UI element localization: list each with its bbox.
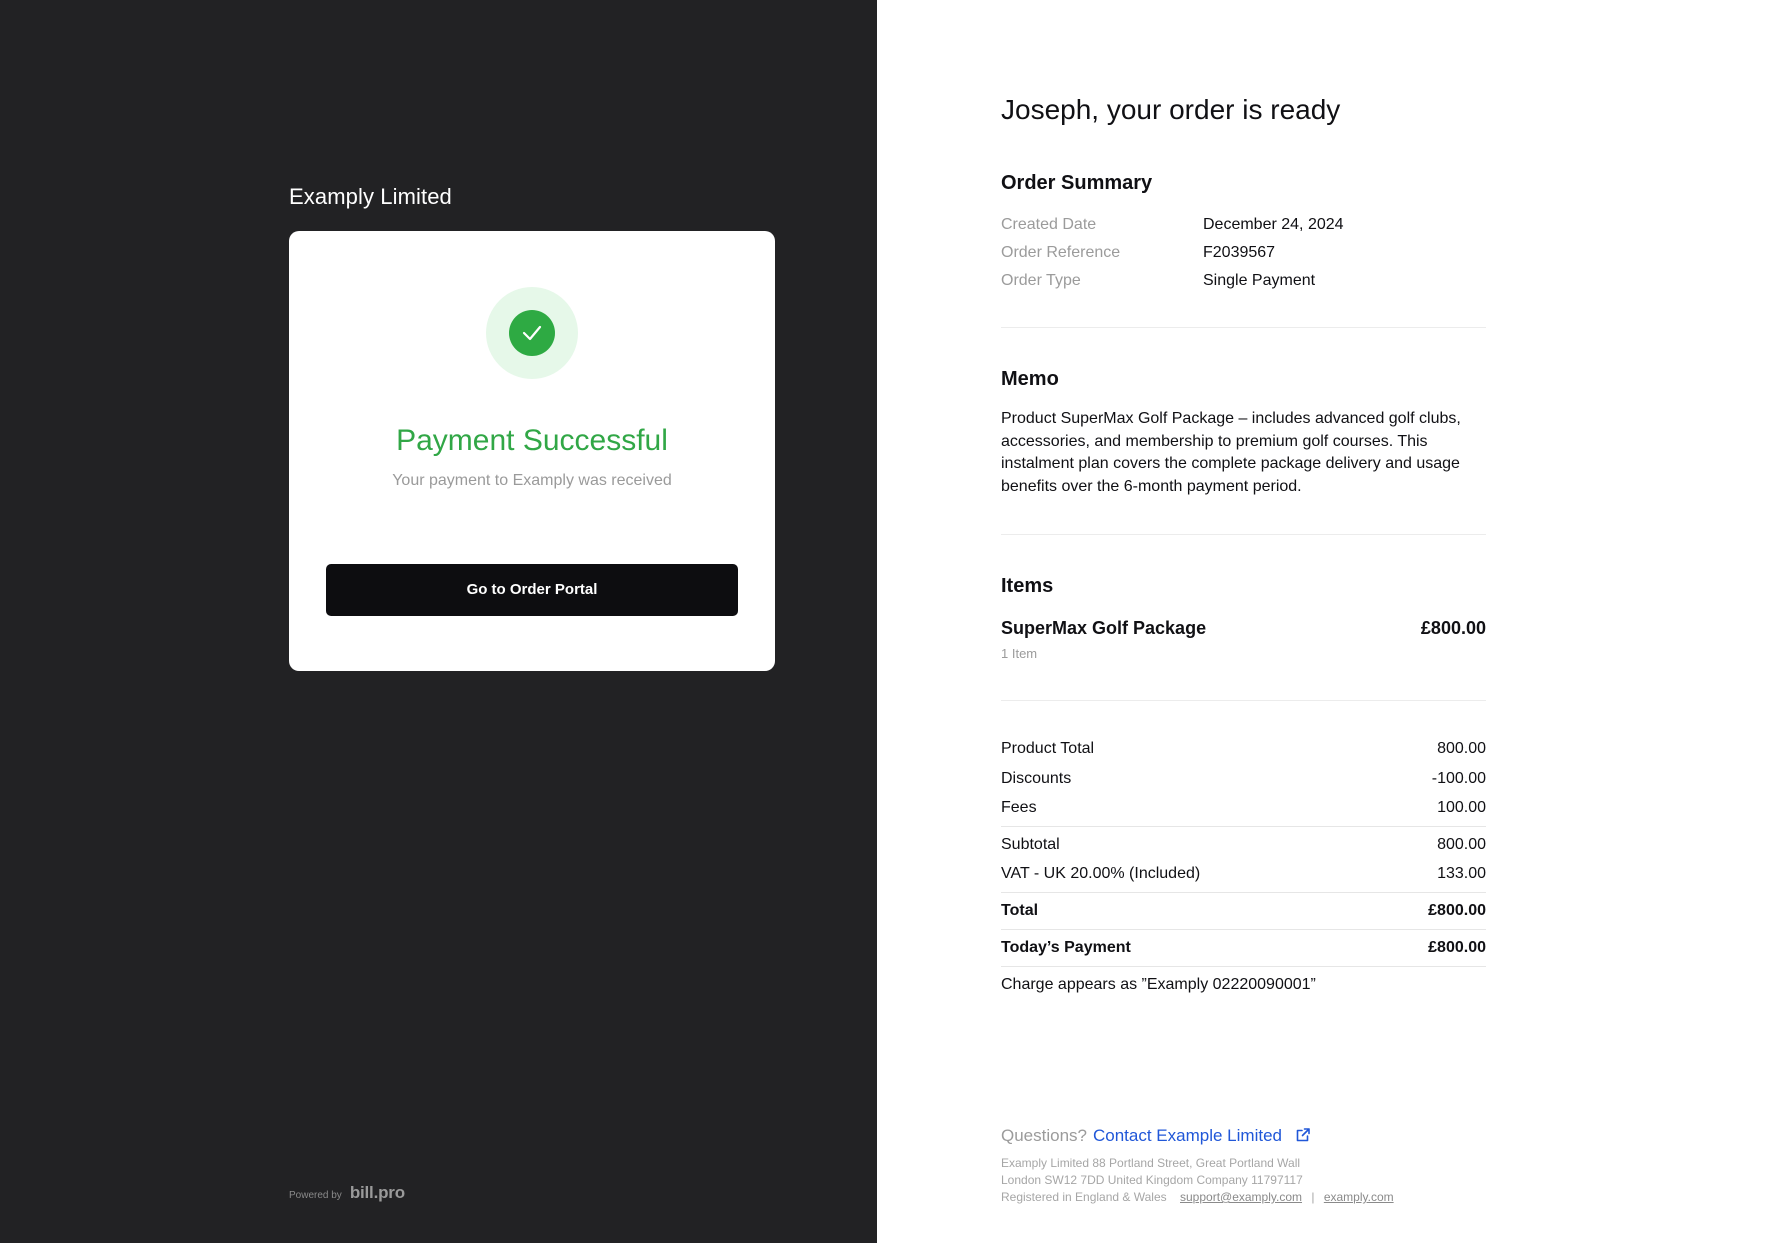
totals-value: 133.00 (1437, 865, 1486, 882)
order-type-value: Single Payment (1203, 272, 1316, 289)
totals-value: -100.00 (1431, 770, 1486, 787)
totals-label: Product Total (1001, 740, 1095, 757)
memo-heading: Memo (1001, 368, 1059, 390)
order-summary-heading: Order Summary (1001, 172, 1153, 194)
totals-label: Total (1001, 902, 1039, 919)
totals-row-discounts (1001, 770, 1486, 788)
totals-divider (1001, 966, 1486, 967)
totals-row-fees (1001, 799, 1486, 817)
divider (1001, 700, 1486, 701)
contact-link[interactable]: Contact Example Limited (1093, 1126, 1282, 1145)
totals-divider (1001, 892, 1486, 893)
totals-row-vat (1001, 865, 1486, 883)
totals-label: Subtotal (1001, 836, 1060, 853)
registered-text: Registered in England & Wales (1001, 1190, 1167, 1204)
created-date-label: Created Date (1001, 216, 1097, 233)
website-link[interactable]: examply.com (1323, 1190, 1394, 1204)
footer-address-line-1: Examply Limited 88 Portland Street, Great Portland Wall (1001, 1156, 1301, 1170)
item-name: SuperMax Golf Package (1001, 618, 1207, 638)
external-link-icon[interactable] (1295, 1127, 1311, 1143)
item-price: £800.00 (1420, 618, 1486, 638)
totals-value: £800.00 (1428, 902, 1486, 919)
totals-row-todays-payment (1001, 939, 1486, 957)
divider (1001, 534, 1486, 535)
totals-divider (1001, 826, 1486, 827)
footer-links (1001, 1190, 1394, 1204)
totals-label: VAT - UK 20.00% (Included) (1001, 865, 1201, 882)
success-subtitle: Your payment to Examply was received (392, 472, 672, 489)
page-title: Joseph, your order is ready (1001, 94, 1341, 125)
payment-success-card (289, 231, 775, 671)
order-type-label: Order Type (1001, 272, 1081, 289)
memo-text: Product SuperMax Golf Package – includes advanced golf clubs, accessories, and membership to premium golf courses. This instalment plan covers the complete package delivery and usage benefits over the 6-month payment period. (1001, 410, 1461, 495)
order-reference-label: Order Reference (1001, 244, 1121, 261)
questions-line (1001, 1126, 1311, 1146)
totals-divider (1001, 929, 1486, 930)
totals-value: 800.00 (1437, 836, 1486, 853)
company-name: Examply Limited (289, 184, 452, 209)
success-badge (486, 287, 578, 379)
check-icon (509, 310, 555, 356)
totals-row-subtotal (1001, 836, 1486, 854)
created-date-value: December 24, 2024 (1203, 216, 1344, 233)
totals-value: £800.00 (1428, 939, 1486, 956)
questions-label: Questions? (1001, 1126, 1087, 1145)
totals-label: Discounts (1001, 770, 1072, 787)
success-title: Payment Successful (396, 424, 668, 457)
item-quantity: 1 Item (1001, 646, 1038, 661)
totals-row-product-total (1001, 740, 1486, 758)
powered-by (289, 1183, 405, 1203)
go-to-order-portal-button[interactable]: Go to Order Portal (326, 564, 738, 616)
footer-separator: | (1311, 1190, 1315, 1204)
charge-descriptor-note: Charge appears as ”Examply 02220090001” (1001, 976, 1316, 993)
totals-value: 800.00 (1437, 740, 1486, 757)
right-panel (877, 0, 1774, 1243)
totals-row-total (1001, 902, 1486, 920)
left-panel (0, 0, 877, 1243)
totals-label: Today’s Payment (1001, 939, 1131, 956)
billpro-logo[interactable]: bill.pro (349, 1183, 405, 1202)
order-reference-value: F2039567 (1203, 244, 1276, 261)
totals-value: 100.00 (1437, 799, 1486, 816)
footer-address-line-2: London SW12 7DD United Kingdom Company 11797117 (1001, 1173, 1303, 1187)
support-email-link[interactable]: support@examply.com (1180, 1190, 1303, 1204)
totals-label: Fees (1001, 799, 1037, 816)
divider (1001, 327, 1486, 328)
items-heading: Items (1001, 575, 1054, 597)
powered-by-label: Powered by (289, 1190, 342, 1201)
